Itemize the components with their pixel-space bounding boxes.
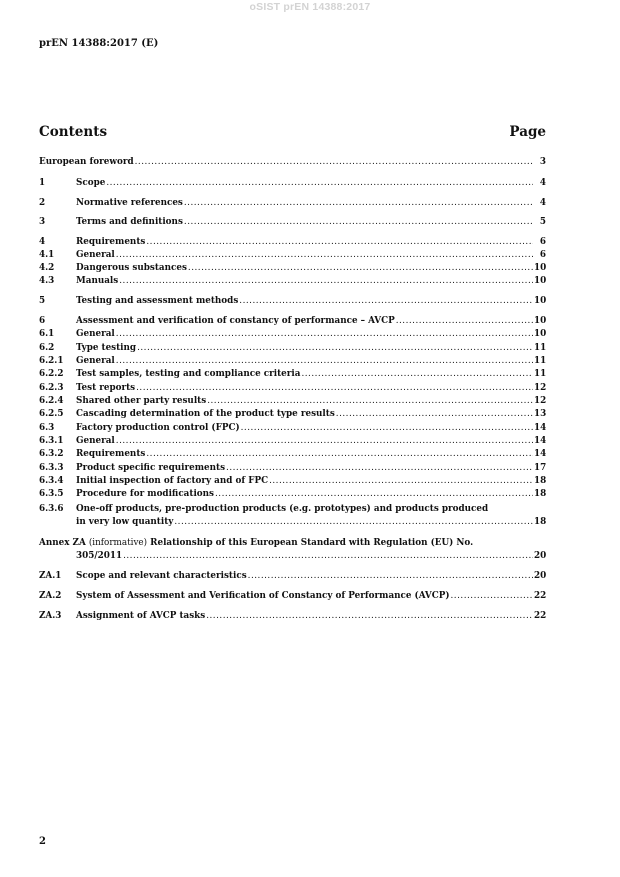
toc-entry-page: 10	[534, 276, 547, 286]
toc-entry-title: Assignment of AVCP tasks	[76, 611, 206, 621]
dot-leader	[206, 611, 533, 622]
dot-leader	[451, 591, 533, 602]
toc-entry-page: 18	[534, 476, 547, 486]
toc-entry-title: Cascading determination of the product type results	[76, 409, 335, 419]
dot-leader	[239, 296, 533, 307]
toc-entry-page: 4	[539, 178, 546, 188]
toc-entry-title: Testing and assessment methods	[76, 296, 239, 306]
toc-entry-annex-za[interactable]	[39, 538, 473, 549]
toc-entry-number: 6.2.3	[39, 383, 64, 393]
toc-entry-title: General	[76, 329, 115, 339]
dot-leader	[119, 276, 533, 287]
toc-entry-number: 6.2.4	[39, 396, 64, 406]
dot-leader	[116, 356, 533, 367]
toc-entry-title: Dangerous substances	[76, 263, 187, 273]
dot-leader	[136, 383, 533, 394]
toc-entry-page: 12	[534, 383, 547, 393]
page-column-heading: Page	[509, 124, 546, 140]
toc-entry-title: Assessment and verification of constancy of performance – AVCP	[76, 316, 395, 326]
annex-informative-label: (informative)	[88, 538, 148, 548]
document-id: prEN 14388:2017 (E)	[39, 38, 159, 49]
toc-entry-title: Shared other party results	[76, 396, 207, 406]
dot-leader	[116, 436, 533, 447]
toc-entry-number: 4	[39, 237, 46, 247]
toc-entry-title: Initial inspection of factory and of FPC	[76, 476, 269, 486]
dot-leader	[146, 237, 533, 248]
dot-leader	[174, 517, 533, 528]
dot-leader	[184, 217, 533, 228]
toc-entry-number: 6.2	[39, 343, 55, 353]
toc-entry-number: 1	[39, 178, 46, 188]
toc-entry-number: 4.2	[39, 263, 55, 273]
toc-entry-page: 20	[534, 551, 547, 561]
toc-entry-title: European foreword	[39, 157, 134, 167]
toc-entry-number: 6.3	[39, 423, 55, 433]
toc-entry-page: 6	[539, 237, 546, 247]
toc-entry-page: 18	[534, 517, 547, 527]
toc-entry-title-line1: Relationship of this European Standard with Regulation (EU) No.	[150, 538, 474, 548]
toc-entry-number: 6.1	[39, 329, 55, 339]
dot-leader	[248, 571, 533, 582]
toc-entry-page: 4	[539, 198, 546, 208]
toc-entry-title: Requirements	[76, 449, 146, 459]
dot-leader	[215, 489, 533, 500]
dot-leader	[188, 263, 533, 274]
toc-entry-title: General	[76, 250, 115, 260]
toc-entry-number: 6.2.2	[39, 369, 64, 379]
dot-leader	[116, 250, 533, 261]
dot-leader	[123, 551, 533, 562]
toc-entry-page: 13	[534, 409, 547, 419]
toc-entry-title: General	[76, 436, 115, 446]
toc-entry-page: 17	[534, 463, 547, 473]
toc-entry-number: 5	[39, 296, 46, 306]
toc-entry-number: 2	[39, 198, 46, 208]
toc-entry-title: Normative references	[76, 198, 183, 208]
toc-entry-title-line1: One-off products, pre-production products (e.g. prototypes) and products produced	[76, 504, 489, 514]
dot-leader	[146, 449, 533, 460]
toc-entry-title: General	[76, 356, 115, 366]
toc-entry-title: Factory production control (FPC)	[76, 423, 240, 433]
contents-title: Contents	[39, 124, 108, 140]
toc-entry-number: 6.3.4	[39, 476, 64, 486]
toc-entry-title: Requirements	[76, 237, 146, 247]
toc-entry-title: Scope	[76, 178, 106, 188]
toc-entry-number: 6	[39, 316, 46, 326]
toc-entry-page: 5	[539, 217, 546, 227]
dot-leader	[184, 198, 533, 209]
dot-leader	[137, 343, 533, 354]
toc-entry-title: Type testing	[76, 343, 137, 353]
watermark: oSIST prEN 14388:2017	[249, 1, 371, 13]
toc-entry-page: 14	[534, 449, 547, 459]
toc-entry-number: 4.1	[39, 250, 55, 260]
toc-entry-title: System of Assessment and Verification of Constancy of Performance (AVCP)	[76, 591, 450, 601]
toc-entry-title: Test reports	[76, 383, 136, 393]
toc-entry-number: 6.3.2	[39, 449, 64, 459]
toc-entry-title: Terms and definitions	[76, 217, 183, 227]
toc-entry-number: 4.3	[39, 276, 55, 286]
toc-entry-number: 6.3.1	[39, 436, 64, 446]
toc-entry-number: 6.2.5	[39, 409, 64, 419]
toc-entry-page: 14	[534, 423, 547, 433]
toc-entry-page: 22	[534, 611, 547, 621]
dot-leader	[396, 316, 533, 327]
toc-entry-page: 3	[539, 157, 546, 167]
dot-leader	[336, 409, 533, 420]
toc-entry-title-line2: 305/2011	[76, 551, 123, 561]
toc-entry-page: 20	[534, 571, 547, 581]
toc-entry-number: 6.2.1	[39, 356, 64, 366]
toc-entry-page: 10	[534, 296, 547, 306]
toc-entry-title: Product specific requirements	[76, 463, 226, 473]
toc-entry-title: Manuals	[76, 276, 119, 286]
toc-entry-page: 10	[534, 329, 547, 339]
annex-label: Annex ZA	[39, 538, 86, 548]
toc-entry-page: 11	[534, 369, 547, 379]
dot-leader	[226, 463, 533, 474]
dot-leader	[269, 476, 533, 487]
toc-entry-page: 12	[534, 396, 547, 406]
toc-entry-number: 3	[39, 217, 46, 227]
toc-entry-number: 6.3.6	[39, 504, 64, 514]
toc-entry-title-line2: in very low quantity	[76, 517, 174, 527]
toc-entry-title: Test samples, testing and compliance criteria	[76, 369, 301, 379]
toc-entry-page: 10	[534, 263, 547, 273]
toc-entry-number: 6.3.5	[39, 489, 64, 499]
toc-entry-title: Procedure for modifications	[76, 489, 215, 499]
page-number: 2	[39, 836, 46, 847]
toc-entry-title: Scope and relevant characteristics	[76, 571, 247, 581]
dot-leader	[301, 369, 533, 380]
toc-entry-number: ZA.1	[39, 571, 62, 581]
dot-leader	[116, 329, 533, 340]
toc-entry-page: 14	[534, 436, 547, 446]
toc-entry-page: 18	[534, 489, 547, 499]
dot-leader	[106, 178, 533, 189]
toc-entry-page: 6	[539, 250, 546, 260]
toc-entry-page: 10	[534, 316, 547, 326]
toc-entry-page: 11	[534, 356, 547, 366]
toc-entry-number: 6.3.3	[39, 463, 64, 473]
toc-entry-page: 11	[534, 343, 547, 353]
dot-leader	[241, 423, 533, 434]
dot-leader	[207, 396, 533, 407]
toc-entry-number: ZA.2	[39, 591, 62, 601]
toc-entry-page: 22	[534, 591, 547, 601]
toc-entry-number: ZA.3	[39, 611, 62, 621]
dot-leader	[135, 157, 533, 168]
